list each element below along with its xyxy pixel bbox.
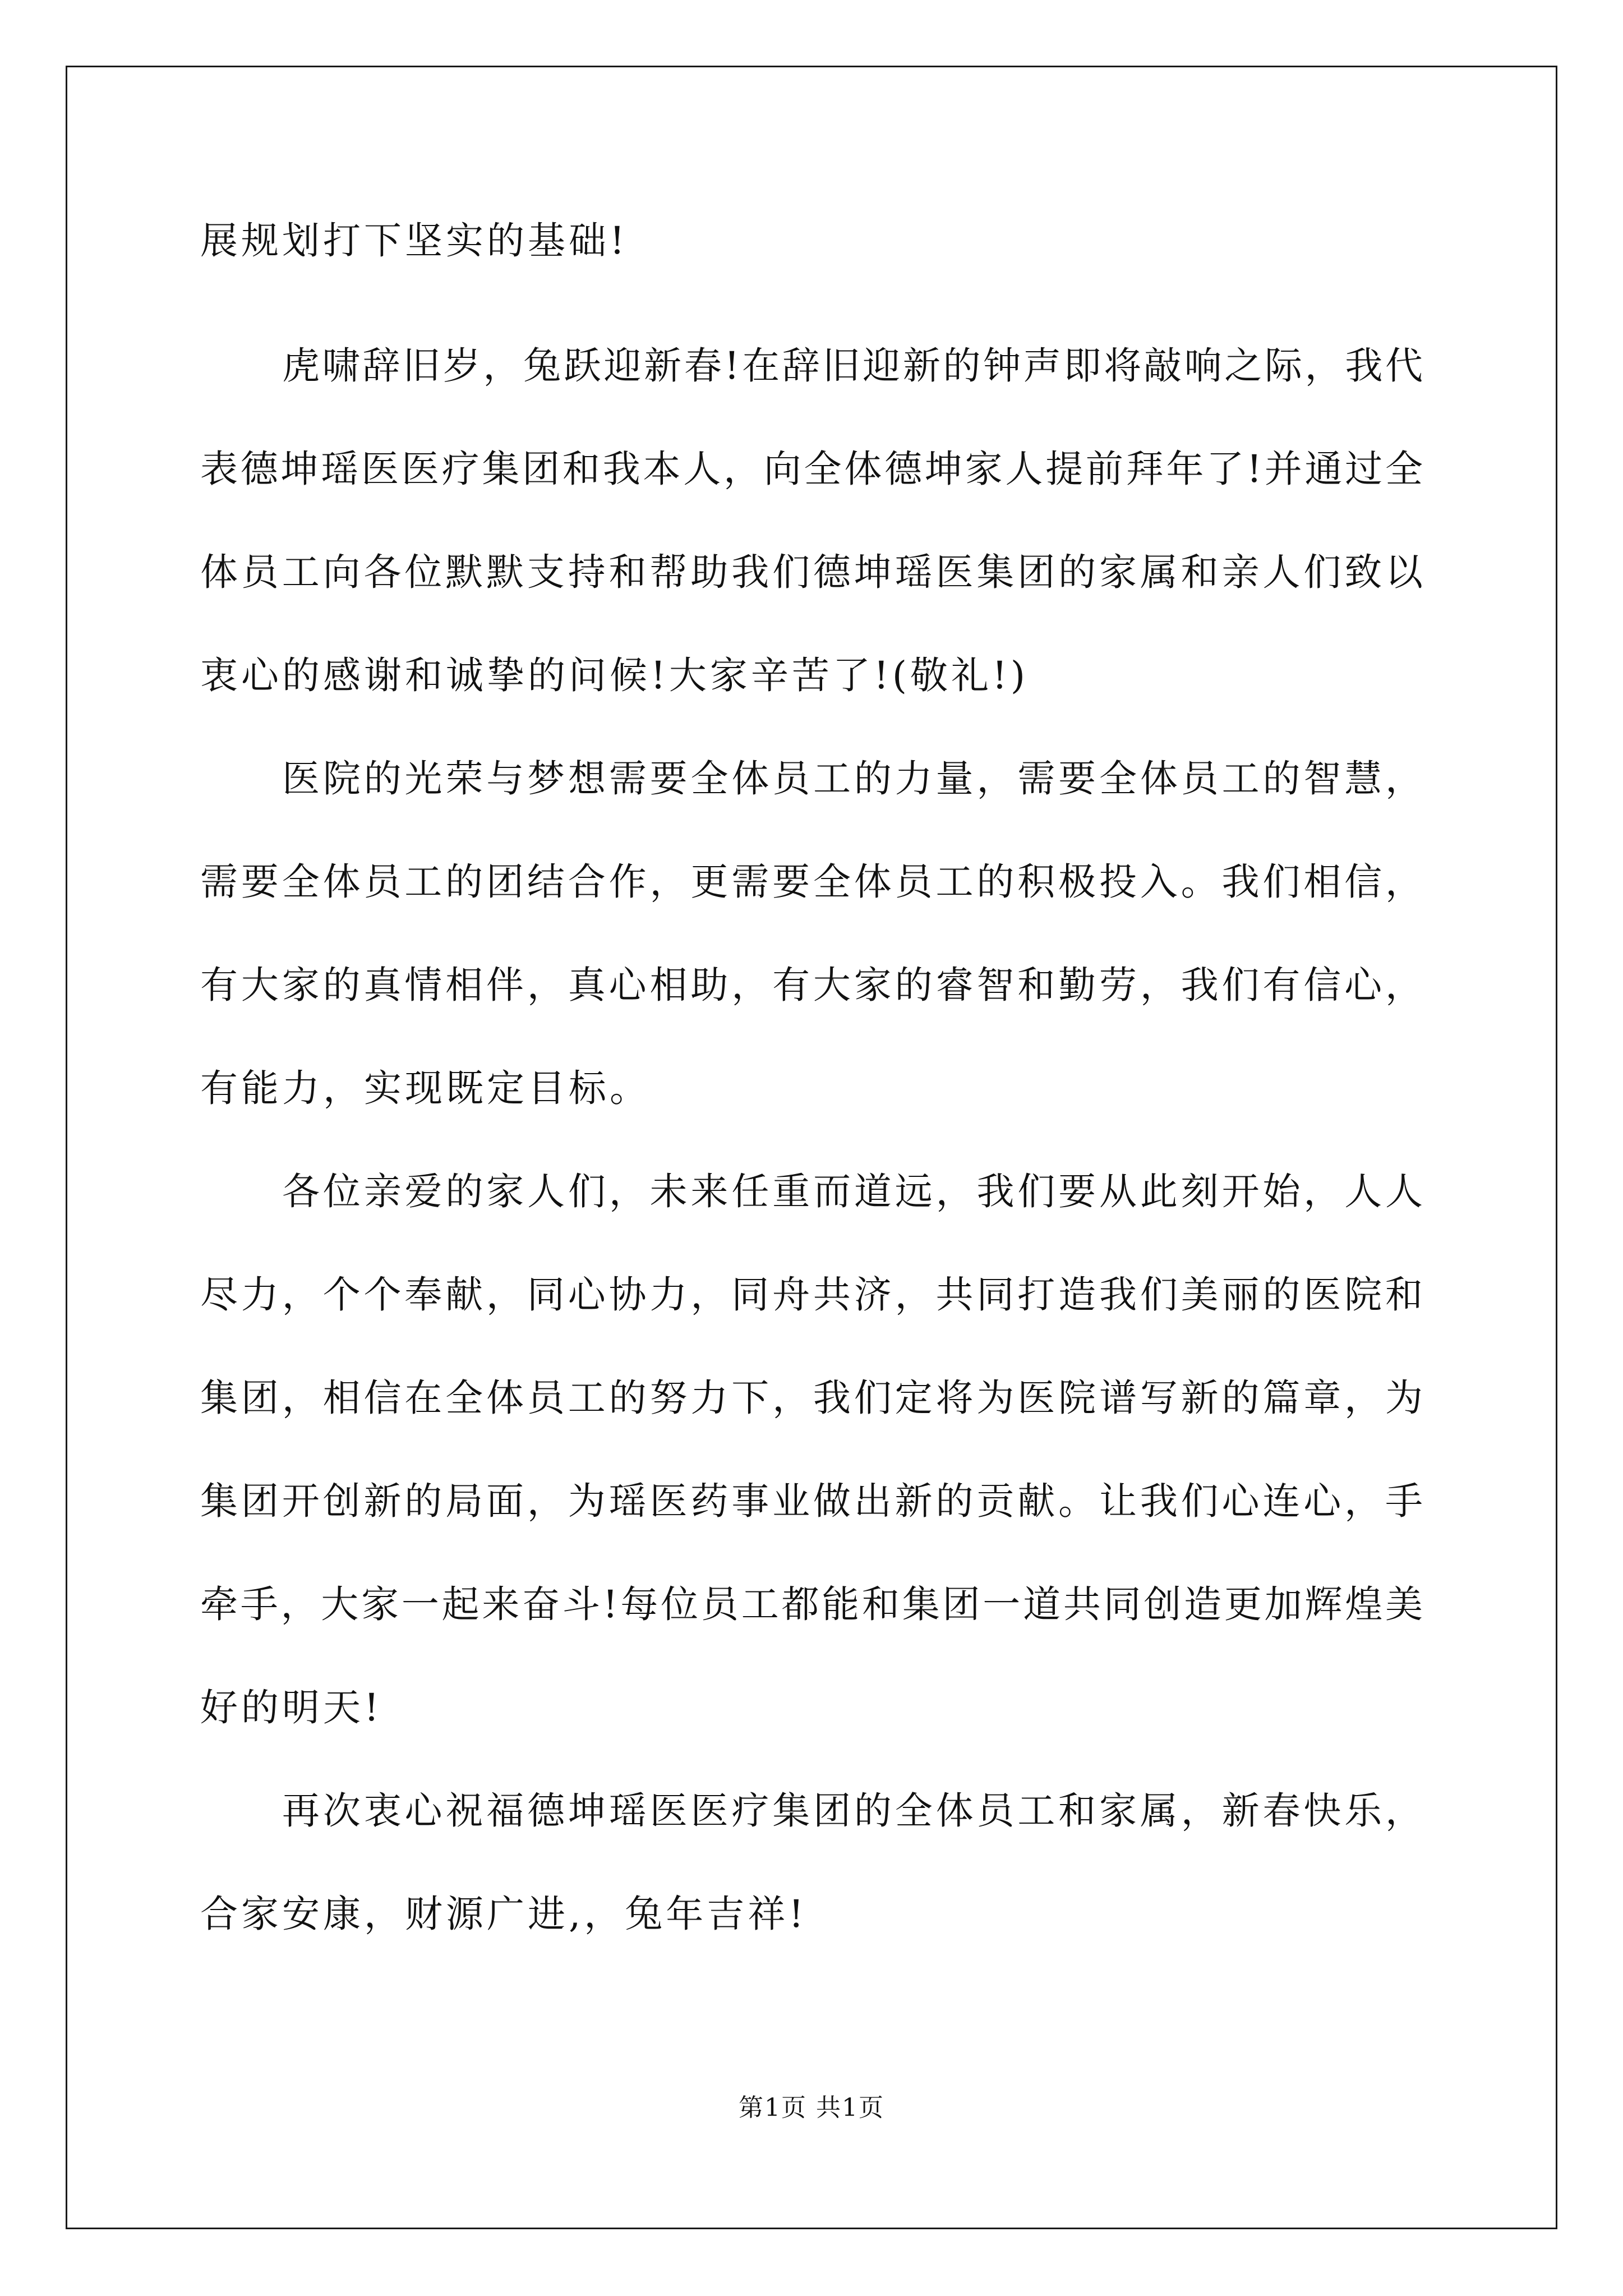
text-line: 有能力，实现既定目标。 xyxy=(200,1066,651,1110)
text-line: 各位亲爱的家人们，未来任重而道远，我们要从此刻开始，人人 xyxy=(282,1170,1423,1213)
text-line: 需要全体员工的团结合作，更需要全体员工的积极投入。我们相信， xyxy=(200,860,1423,904)
text-line: 好的明天! xyxy=(200,1686,382,1729)
text-line: 表德坤瑶医医疗集团和我本人，向全体德坤家人提前拜年了!并通过全 xyxy=(200,447,1423,491)
text-line: 合家安康，财源广进,，兔年吉祥! xyxy=(200,1892,808,1936)
text-line: 牵手，大家一起来奋斗!每位员工都能和集团一道共同创造更加辉煌美 xyxy=(200,1582,1423,1626)
text-line: 展规划打下坚实的基础! xyxy=(200,219,628,263)
text-line: 体员工向各位默默支持和帮助我们德坤瑶医集团的家属和亲人们致以 xyxy=(200,550,1423,594)
text-line: 医院的光荣与梦想需要全体员工的力量，需要全体员工的智慧， xyxy=(282,757,1423,800)
page-number: 第1页 共1页 xyxy=(739,2093,884,2122)
text-line: 虎啸辞旧岁，兔跃迎新春!在辞旧迎新的钟声即将敲响之际，我代 xyxy=(282,344,1423,388)
text-line: 集团，相信在全体员工的努力下，我们定将为医院谱写新的篇章，为 xyxy=(200,1376,1423,1420)
text-line: 集团开创新的局面，为瑶医药事业做出新的贡献。让我们心连心，手 xyxy=(200,1479,1423,1523)
text-line: 再次衷心祝福德坤瑶医医疗集团的全体员工和家属，新春快乐， xyxy=(282,1789,1423,1833)
text-line: 衷心的感谢和诚挚的问候!大家辛苦了!(敬礼!) xyxy=(200,654,1029,697)
text-line: 尽力，个个奉献，同心协力，同舟共济，共同打造我们美丽的医院和 xyxy=(200,1273,1423,1317)
text-line: 有大家的真情相伴，真心相助，有大家的睿智和勤劳，我们有信心， xyxy=(200,963,1423,1007)
